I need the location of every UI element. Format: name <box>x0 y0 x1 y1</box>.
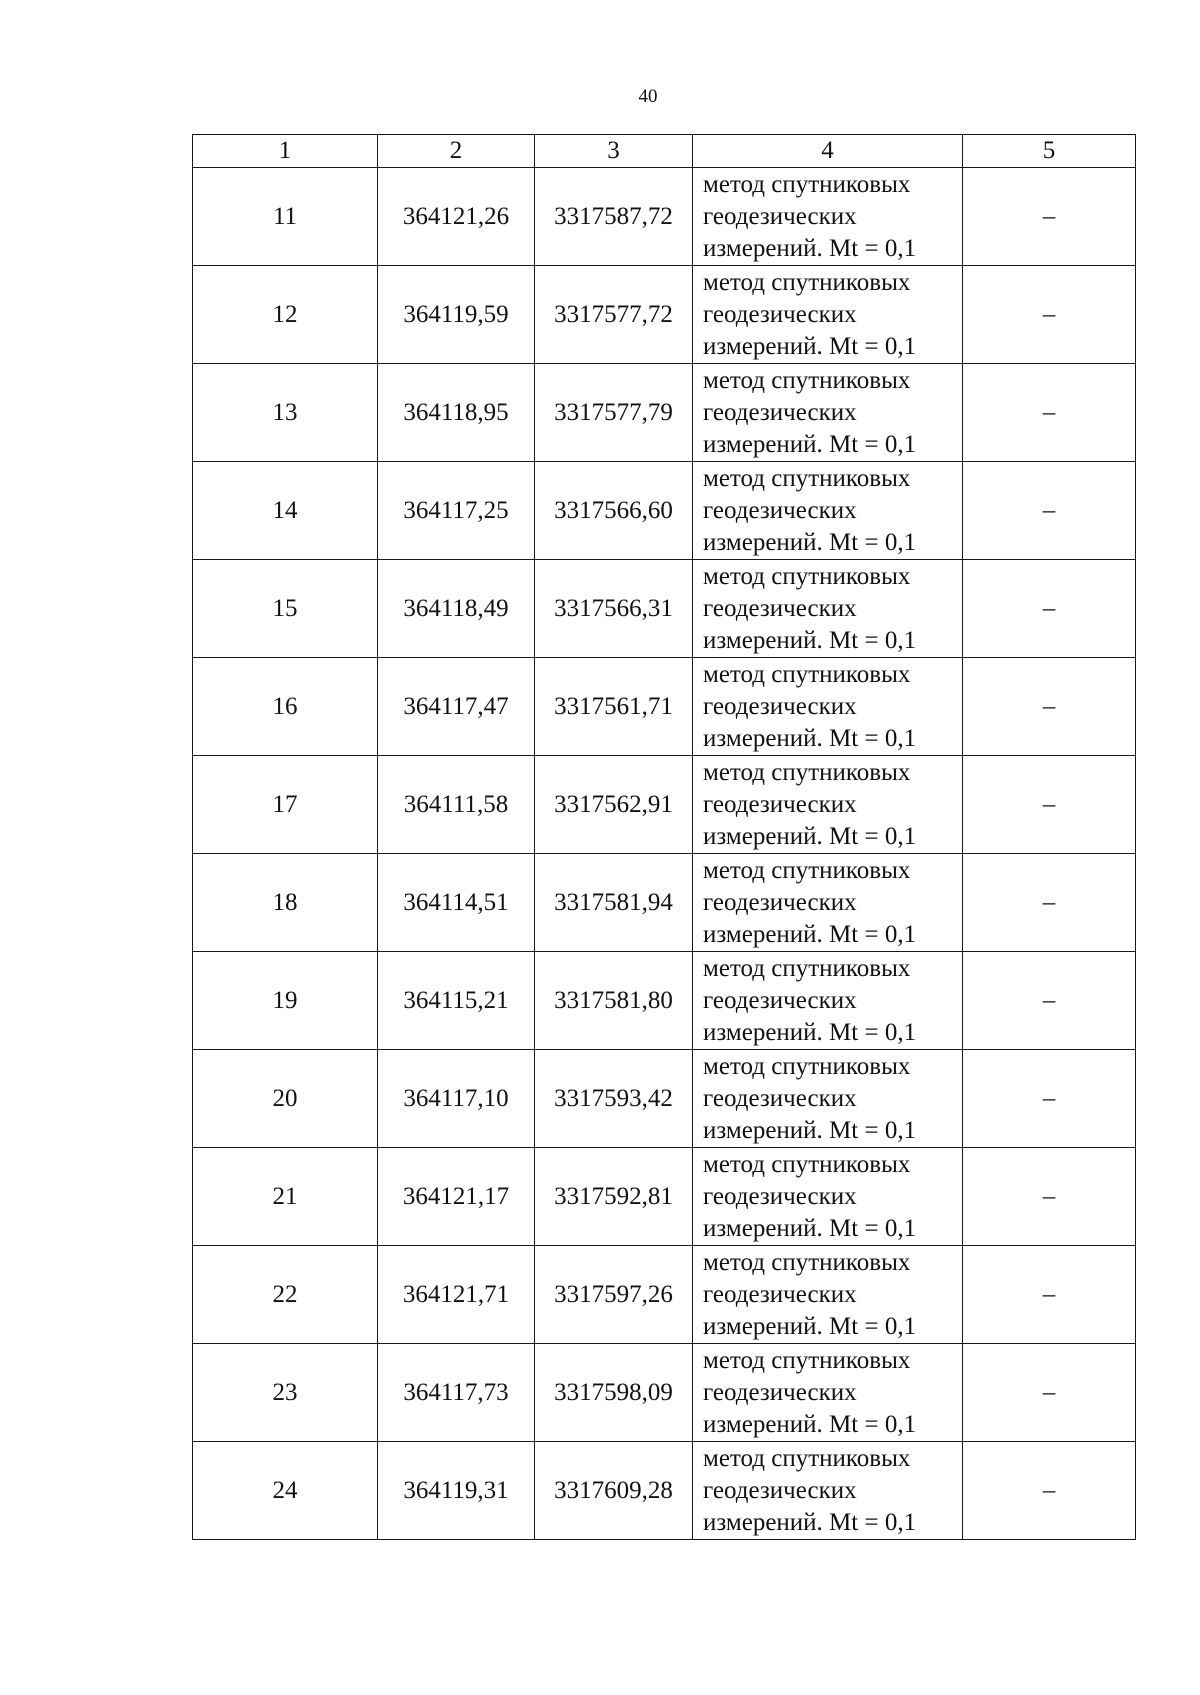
method-line: метод спутниковых <box>703 660 911 688</box>
point-number-cell: 18 <box>193 854 378 952</box>
y-coordinate-cell: 3317593,42 <box>535 1050 693 1148</box>
method-line: метод спутниковых <box>703 758 911 786</box>
method-cell <box>693 1148 963 1246</box>
method-line: измерений. Mt = 0,1 <box>703 1410 917 1438</box>
y-coordinate-cell: 3317566,60 <box>535 462 693 560</box>
table-row <box>193 462 1136 560</box>
method-cell <box>693 1050 963 1148</box>
method-line: метод спутниковых <box>703 562 911 590</box>
table-row <box>193 1050 1136 1148</box>
column-header: 1 <box>193 135 378 168</box>
method-cell <box>693 756 963 854</box>
method-line: метод спутниковых <box>703 954 911 982</box>
note-cell: – <box>963 756 1136 854</box>
method-line: геодезических <box>703 1084 857 1112</box>
x-coordinate-cell: 364119,59 <box>378 266 535 364</box>
method-line: метод спутниковых <box>703 1150 911 1178</box>
point-number-cell: 21 <box>193 1148 378 1246</box>
y-coordinate-cell: 3317581,94 <box>535 854 693 952</box>
table-row <box>193 952 1136 1050</box>
method-line: измерений. Mt = 0,1 <box>703 1214 917 1242</box>
x-coordinate-cell: 364121,17 <box>378 1148 535 1246</box>
y-coordinate-cell: 3317592,81 <box>535 1148 693 1246</box>
note-cell: – <box>963 1148 1136 1246</box>
method-cell <box>693 462 963 560</box>
method-line: метод спутниковых <box>703 1346 911 1374</box>
method-line: геодезических <box>703 1476 857 1504</box>
point-number-cell: 11 <box>193 168 378 266</box>
method-line: метод спутниковых <box>703 170 911 198</box>
table-row <box>193 1442 1136 1540</box>
method-line: геодезических <box>703 1182 857 1210</box>
table-header-row <box>193 135 1136 168</box>
x-coordinate-cell: 364117,10 <box>378 1050 535 1148</box>
table-row <box>193 658 1136 756</box>
table-row <box>193 854 1136 952</box>
note-cell: – <box>963 1344 1136 1442</box>
point-number-cell: 17 <box>193 756 378 854</box>
point-number-cell: 20 <box>193 1050 378 1148</box>
y-coordinate-cell: 3317609,28 <box>535 1442 693 1540</box>
method-line: метод спутниковых <box>703 1248 911 1276</box>
method-line: геодезических <box>703 398 857 426</box>
table-row <box>193 364 1136 462</box>
point-number-cell: 24 <box>193 1442 378 1540</box>
method-cell <box>693 560 963 658</box>
method-line: геодезических <box>703 1280 857 1308</box>
method-cell <box>693 1246 963 1344</box>
method-line: измерений. Mt = 0,1 <box>703 724 917 752</box>
x-coordinate-cell: 364118,49 <box>378 560 535 658</box>
method-line: измерений. Mt = 0,1 <box>703 1018 917 1046</box>
point-number-cell: 14 <box>193 462 378 560</box>
table-row <box>193 1148 1136 1246</box>
table-row <box>193 168 1136 266</box>
y-coordinate-cell: 3317577,79 <box>535 364 693 462</box>
method-cell <box>693 952 963 1050</box>
method-line: измерений. Mt = 0,1 <box>703 920 917 948</box>
point-number-cell: 22 <box>193 1246 378 1344</box>
method-line: измерений. Mt = 0,1 <box>703 332 917 360</box>
point-number-cell: 15 <box>193 560 378 658</box>
note-cell: – <box>963 364 1136 462</box>
method-line: геодезических <box>703 202 857 230</box>
method-line: измерений. Mt = 0,1 <box>703 234 917 262</box>
note-cell: – <box>963 1246 1136 1344</box>
x-coordinate-cell: 364117,47 <box>378 658 535 756</box>
method-line: геодезических <box>703 888 857 916</box>
method-line: геодезических <box>703 300 857 328</box>
x-coordinate-cell: 364115,21 <box>378 952 535 1050</box>
method-line: метод спутниковых <box>703 464 911 492</box>
note-cell: – <box>963 168 1136 266</box>
x-coordinate-cell: 364114,51 <box>378 854 535 952</box>
table-row <box>193 1246 1136 1344</box>
method-line: измерений. Mt = 0,1 <box>703 430 917 458</box>
y-coordinate-cell: 3317561,71 <box>535 658 693 756</box>
method-cell <box>693 854 963 952</box>
method-cell <box>693 168 963 266</box>
column-header: 3 <box>535 135 693 168</box>
x-coordinate-cell: 364111,58 <box>378 756 535 854</box>
y-coordinate-cell: 3317581,80 <box>535 952 693 1050</box>
point-number-cell: 13 <box>193 364 378 462</box>
x-coordinate-cell: 364119,31 <box>378 1442 535 1540</box>
y-coordinate-cell: 3317562,91 <box>535 756 693 854</box>
note-cell: – <box>963 952 1136 1050</box>
note-cell: – <box>963 658 1136 756</box>
method-line: метод спутниковых <box>703 366 911 394</box>
x-coordinate-cell: 364117,25 <box>378 462 535 560</box>
y-coordinate-cell: 3317597,26 <box>535 1246 693 1344</box>
table-row <box>193 756 1136 854</box>
note-cell: – <box>963 560 1136 658</box>
point-number-cell: 19 <box>193 952 378 1050</box>
method-line: геодезических <box>703 986 857 1014</box>
y-coordinate-cell: 3317566,31 <box>535 560 693 658</box>
method-line: измерений. Mt = 0,1 <box>703 1312 917 1340</box>
method-line: геодезических <box>703 496 857 524</box>
page-number: 40 <box>638 86 658 107</box>
method-line: метод спутниковых <box>703 1052 911 1080</box>
method-line: метод спутниковых <box>703 1444 911 1472</box>
method-cell <box>693 266 963 364</box>
x-coordinate-cell: 364121,26 <box>378 168 535 266</box>
method-line: геодезических <box>703 692 857 720</box>
note-cell: – <box>963 266 1136 364</box>
point-number-cell: 12 <box>193 266 378 364</box>
method-line: измерений. Mt = 0,1 <box>703 528 917 556</box>
table-row <box>193 266 1136 364</box>
note-cell: – <box>963 1442 1136 1540</box>
method-line: измерений. Mt = 0,1 <box>703 1116 917 1144</box>
note-cell: – <box>963 462 1136 560</box>
method-line: измерений. Mt = 0,1 <box>703 626 917 654</box>
note-cell: – <box>963 1050 1136 1148</box>
y-coordinate-cell: 3317598,09 <box>535 1344 693 1442</box>
note-cell: – <box>963 854 1136 952</box>
method-cell <box>693 364 963 462</box>
y-coordinate-cell: 3317587,72 <box>535 168 693 266</box>
method-line: метод спутниковых <box>703 268 911 296</box>
method-line: метод спутниковых <box>703 856 911 884</box>
y-coordinate-cell: 3317577,72 <box>535 266 693 364</box>
column-header: 5 <box>963 135 1136 168</box>
table-row <box>193 560 1136 658</box>
x-coordinate-cell: 364118,95 <box>378 364 535 462</box>
method-line: геодезических <box>703 790 857 818</box>
method-cell <box>693 1442 963 1540</box>
table-row <box>193 1344 1136 1442</box>
x-coordinate-cell: 364117,73 <box>378 1344 535 1442</box>
x-coordinate-cell: 364121,71 <box>378 1246 535 1344</box>
point-number-cell: 16 <box>193 658 378 756</box>
method-cell <box>693 658 963 756</box>
method-line: измерений. Mt = 0,1 <box>703 1508 917 1536</box>
method-line: геодезических <box>703 1378 857 1406</box>
column-header: 2 <box>378 135 535 168</box>
point-number-cell: 23 <box>193 1344 378 1442</box>
method-cell <box>693 1344 963 1442</box>
method-line: геодезических <box>703 594 857 622</box>
method-line: измерений. Mt = 0,1 <box>703 822 917 850</box>
column-header: 4 <box>693 135 963 168</box>
coordinates-table <box>192 134 1136 1540</box>
